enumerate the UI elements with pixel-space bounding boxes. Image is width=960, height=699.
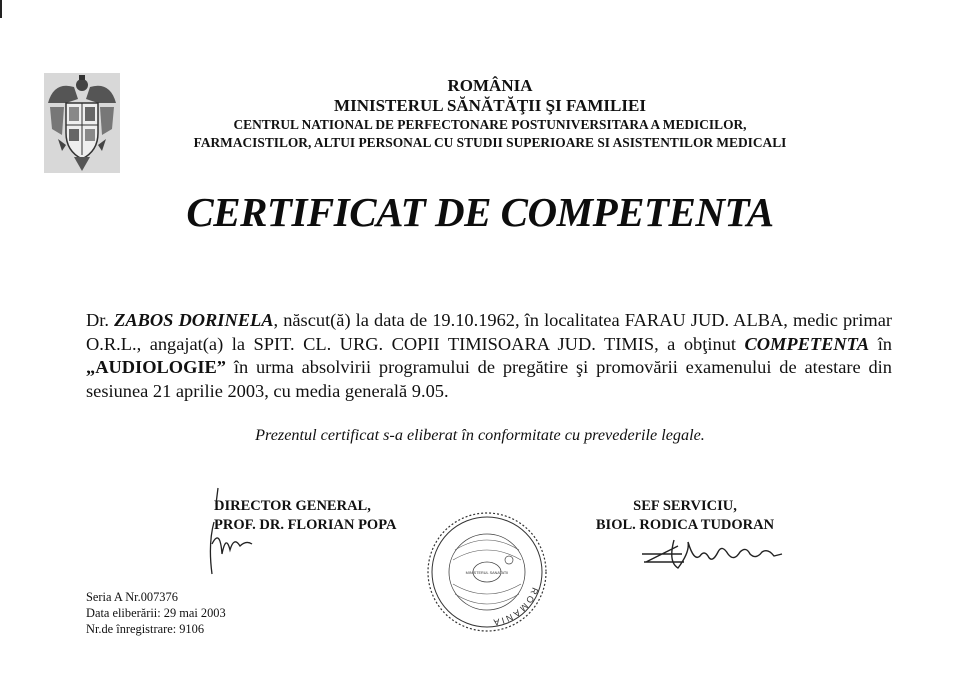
country-name: ROMÂNIA xyxy=(447,76,533,95)
specialty-name: „AUDIOLOGIE” xyxy=(86,357,226,377)
coat-of-arms-icon xyxy=(44,73,120,173)
director-role: DIRECTOR GENERAL, xyxy=(214,498,371,514)
scan-edge-mark xyxy=(0,0,2,18)
serial-info xyxy=(86,589,226,637)
official-stamp-icon xyxy=(425,510,549,634)
body-part-1: , născut(ă) la data de 19.10.1962, în localitatea FARAU JUD. ALBA, medic primar O.R.L., angajat(a) la SPIT. CL. URG. COPII TIMISOARA JUD. TIMIS, a obţinut xyxy=(86,310,892,354)
stamp-outer-text: ROMANIA xyxy=(490,586,541,628)
name-prefix: Dr. xyxy=(86,310,115,330)
service-chief-signature-icon xyxy=(638,532,788,574)
certificate-body xyxy=(86,309,892,403)
ministry-name: MINISTERUL SĂNĂTĂŢII ŞI FAMILIEI xyxy=(334,96,646,115)
svg-text:ROMANIA xyxy=(491,586,540,628)
body-part-2: în xyxy=(869,333,892,354)
competence-word: COMPETENTA xyxy=(744,333,870,354)
service-chief-name: BIOL. RODICA TUDORAN xyxy=(595,517,775,533)
stamp-inner-text: MINISTERUL SANATATII xyxy=(465,571,509,575)
director-signature-block xyxy=(214,497,396,535)
certificate-title: CERTIFICAT DE COMPETENTA xyxy=(186,189,774,235)
legal-note: Prezentul certificat s-a eliberat în conformitate cu prevederile legale. xyxy=(255,426,705,444)
holder-name: ZABOS DORINELA xyxy=(114,310,274,330)
body-part-3: în urma absolvirii programului de pregătire şi promovării examenului de atestare din sesiunea 21 aprilie 2003, cu media generală 9.05. xyxy=(86,357,892,401)
registration-number: Nr.de înregistrare: 9106 xyxy=(86,622,205,636)
director-name: PROF. DR. FLORIAN POPA xyxy=(214,517,397,533)
center-name-line2: FARMACISTILOR, ALTUI PERSONAL CU STUDII SUPERIOARE SI ASISTENTILOR MEDICALI xyxy=(193,135,787,150)
center-name-line1: CENTRUL NATIONAL DE PERFECTONARE POSTUNIVERSITARA A MEDICILOR, xyxy=(233,117,747,132)
service-chief-role: SEF SERVICIU, xyxy=(633,498,737,514)
issue-date: Data eliberării: 29 mai 2003 xyxy=(86,606,226,620)
institution-header xyxy=(120,76,860,152)
series-number: Seria A Nr.007376 xyxy=(86,590,178,604)
service-chief-signature-block xyxy=(585,497,785,535)
